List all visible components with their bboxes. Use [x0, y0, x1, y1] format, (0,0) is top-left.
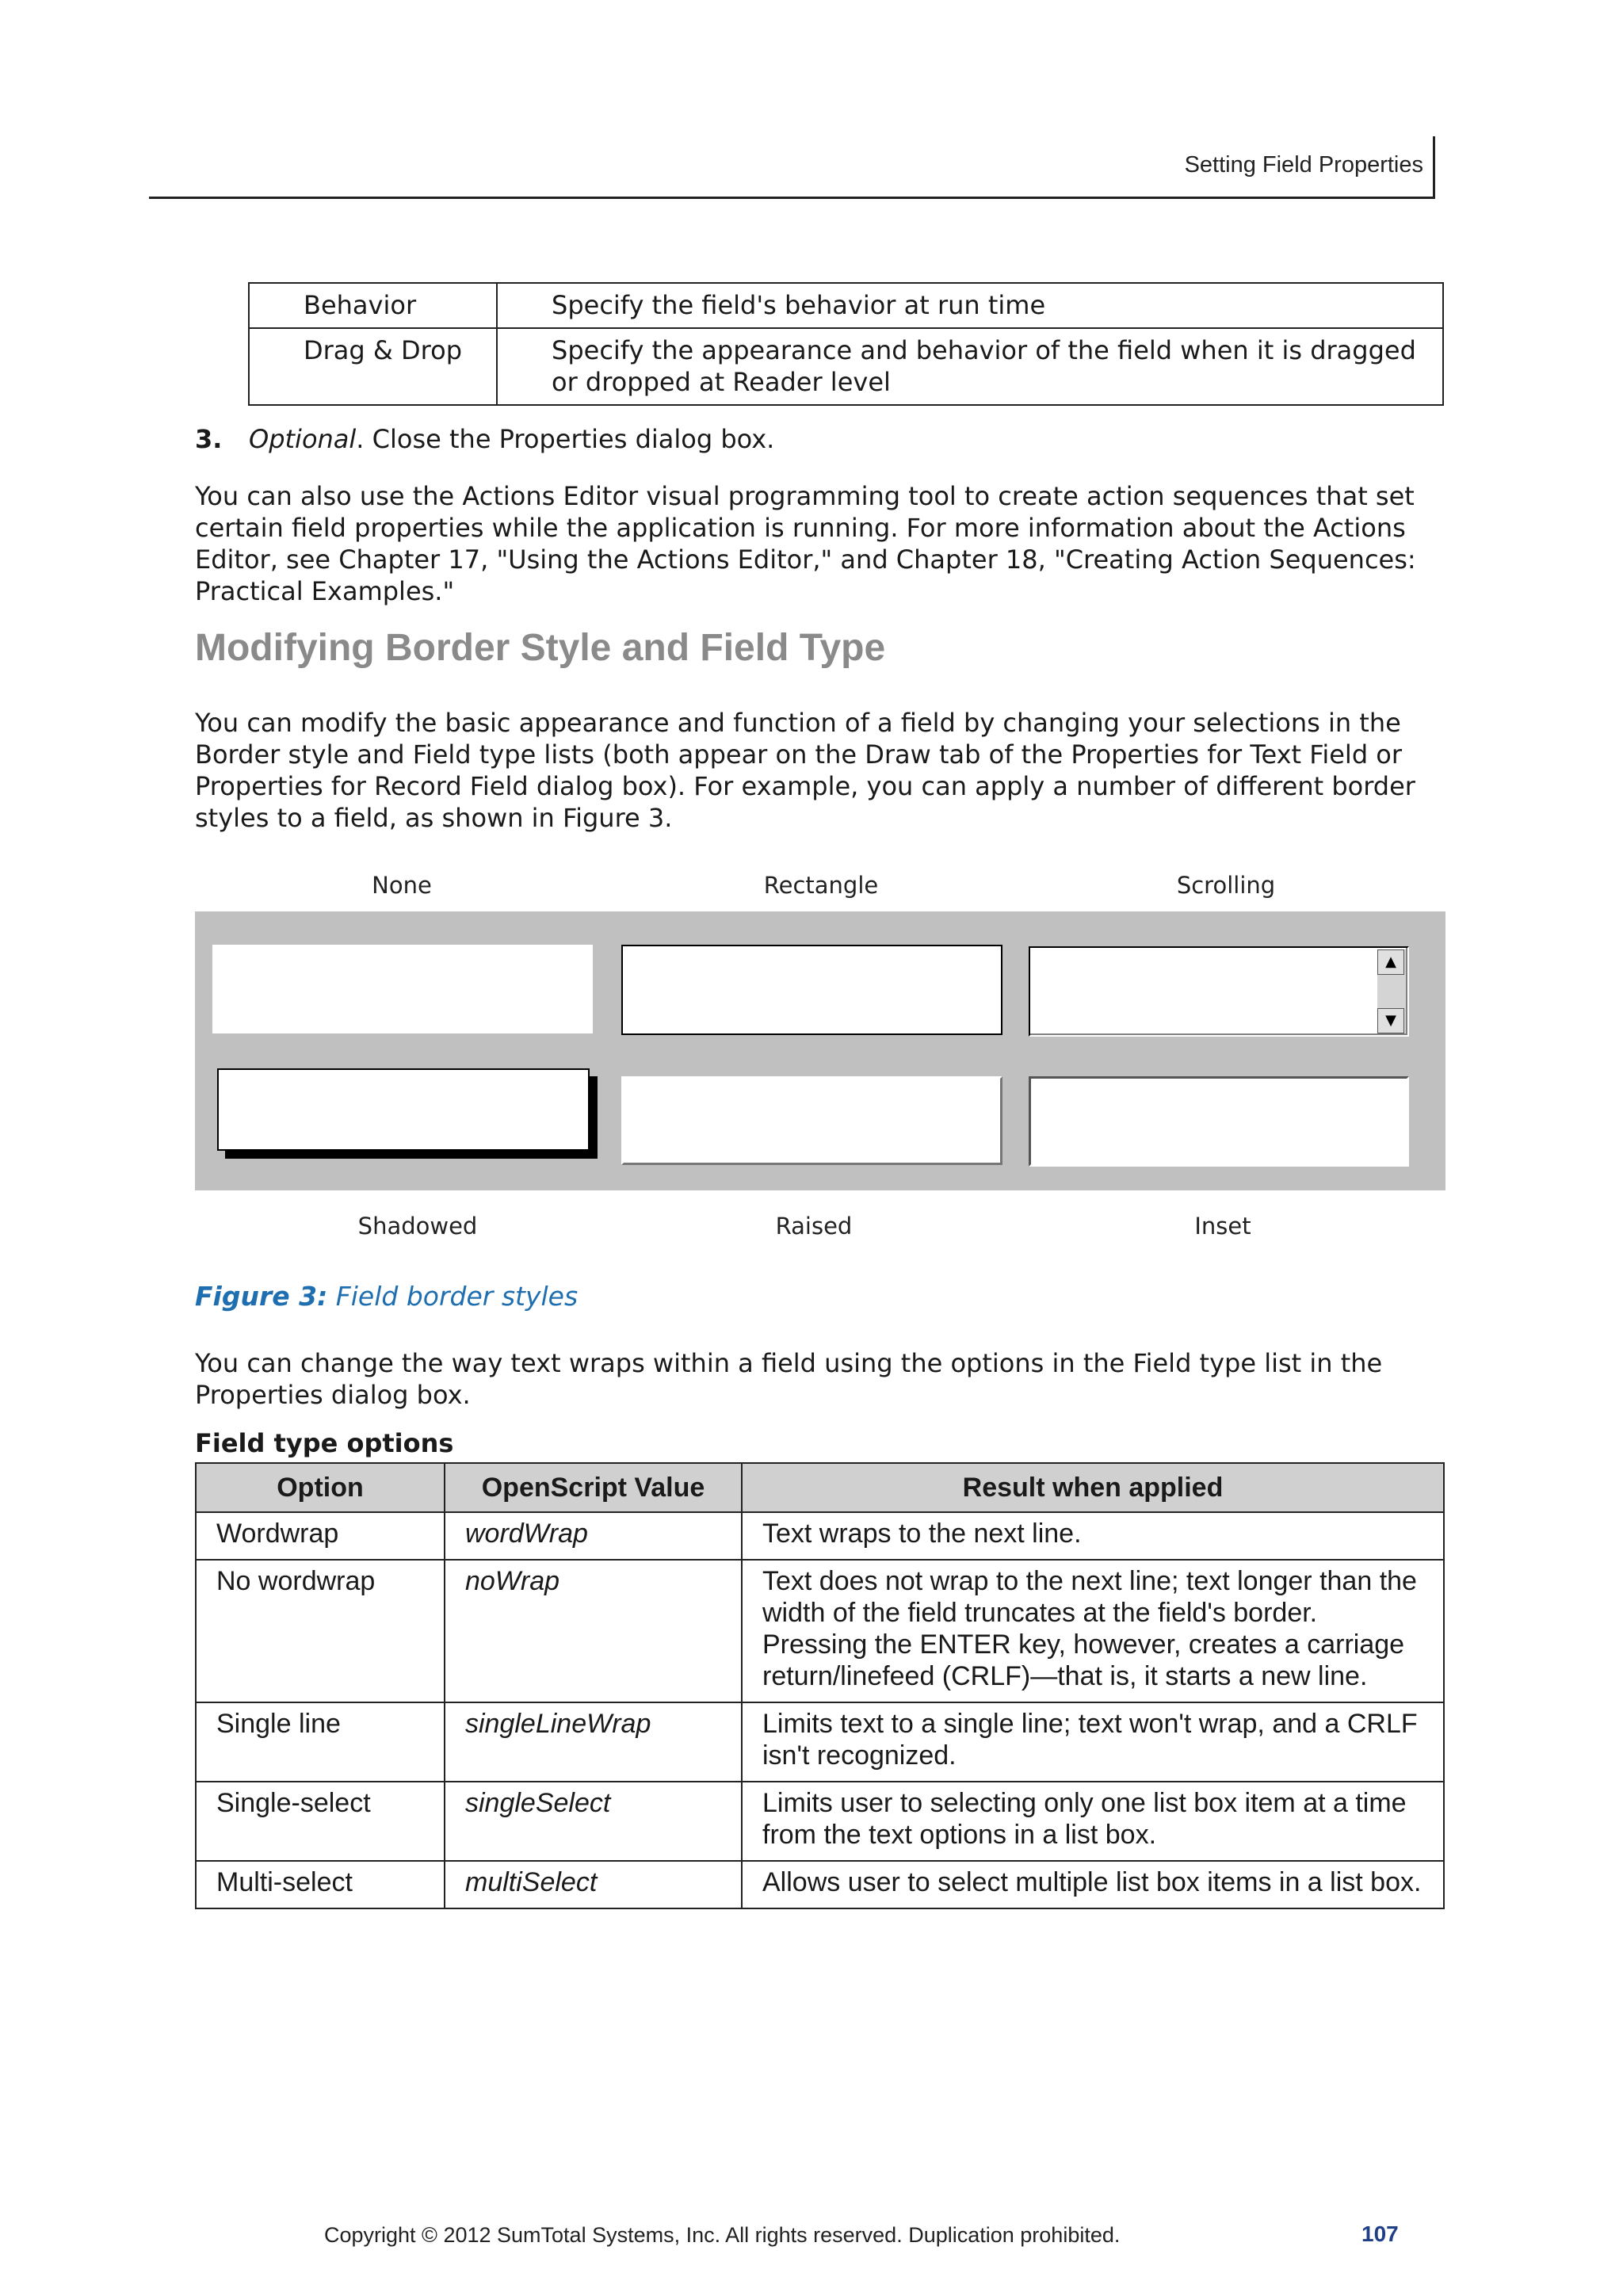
step-3	[195, 423, 775, 455]
figure-label-scrolling: Scrolling	[1176, 872, 1276, 899]
option-cell: Single-select	[196, 1782, 445, 1861]
caption-text: Field border styles	[327, 1281, 579, 1312]
tab-desc-cell: Specify the appearance and behavior of the field when it is dragged or dropped at Reader level	[497, 328, 1443, 405]
figure-label-rectangle: Rectangle	[763, 872, 879, 899]
table-row	[196, 1512, 1444, 1560]
header-rule	[149, 197, 1435, 199]
figure-label-raised: Raised	[775, 1213, 853, 1240]
value-cell: singleSelect	[445, 1782, 742, 1861]
header-openscript-value: OpenScript Value	[445, 1463, 742, 1512]
option-cell: Multi-select	[196, 1861, 445, 1908]
field-rectangle	[621, 945, 1002, 1035]
field-scrolling	[1029, 946, 1409, 1037]
table-title: Field type options	[195, 1428, 454, 1458]
figure-border-styles-panel	[195, 911, 1445, 1190]
field-raised	[621, 1076, 1002, 1165]
value-cell: noWrap	[445, 1560, 742, 1702]
figure-label-none: None	[372, 872, 432, 899]
result-cell: Text does not wrap to the next line; text longer than the width of the field truncates at the field's border. Pressing the ENTER key, however, creates a carriage return/linefeed (CRLF)—that is, it starts a new line.	[742, 1560, 1444, 1702]
header-result: Result when applied	[742, 1463, 1444, 1512]
footer-copyright: Copyright © 2012 SumTotal Systems, Inc. All rights reserved. Duplication prohibited.	[324, 2223, 1121, 2247]
header-vertical-rule	[1433, 136, 1435, 199]
result-cell: Allows user to select multiple list box items in a list box.	[742, 1861, 1444, 1908]
paragraph-text-wrap: You can change the way text wraps within a field using the options in the Field type list in the Properties dialog box.	[195, 1348, 1383, 1410]
tab-name-cell: Drag & Drop	[249, 328, 497, 405]
field-shadowed	[217, 1068, 590, 1151]
table-row	[249, 283, 1443, 328]
running-header: Setting Field Properties	[1184, 152, 1423, 178]
result-cell: Text wraps to the next line.	[742, 1512, 1444, 1560]
value-cell: wordWrap	[445, 1512, 742, 1560]
figure-caption	[195, 1281, 578, 1312]
result-cell: Limits text to a single line; text won't wrap, and a CRLF isn't recognized.	[742, 1702, 1444, 1782]
field-inset	[1029, 1076, 1409, 1167]
header-option: Option	[196, 1463, 445, 1512]
table-row	[196, 1782, 1444, 1861]
table-row	[196, 1560, 1444, 1702]
figure-label-shadowed: Shadowed	[357, 1213, 478, 1240]
field-none	[212, 945, 593, 1033]
option-cell: Single line	[196, 1702, 445, 1782]
properties-tab-table	[248, 282, 1444, 406]
table-row	[196, 1702, 1444, 1782]
tab-name-cell: Behavior	[249, 283, 497, 328]
step-number: 3.	[195, 424, 223, 454]
page-number: 107	[1361, 2222, 1399, 2246]
option-cell: Wordwrap	[196, 1512, 445, 1560]
paragraph-actions-editor: You can also use the Actions Editor visual programming tool to create action sequences that set certain field properties while the application is running. For more information about the Actions Editor, see Chapter 17, "Using the Actions Editor," and Chapter 18, "Creating Action Sequences: Practical Examples."	[195, 481, 1416, 606]
tab-desc-cell: Specify the field's behavior at run time	[497, 283, 1443, 328]
value-cell: multiSelect	[445, 1861, 742, 1908]
caption-label: Figure 3:	[195, 1281, 328, 1312]
value-cell: singleLineWrap	[445, 1702, 742, 1782]
table-row	[249, 328, 1443, 405]
scroll-down-arrow-icon[interactable]: ▼	[1377, 1008, 1404, 1033]
paragraph-border-style: You can modify the basic appearance and function of a field by changing your selections in the Border style and Field type lists (both appear on the Draw tab of the Properties for Text Field or Properties for Record Field dialog box). For example, you can apply a number of different border styles to a field, as shown in Figure 3.	[195, 708, 1415, 833]
option-cell: No wordwrap	[196, 1560, 445, 1702]
scroll-up-arrow-icon[interactable]: ▲	[1377, 949, 1404, 975]
scrollbar[interactable]	[1377, 949, 1406, 1033]
step-emphasis: Optional	[249, 424, 357, 454]
step-text: . Close the Properties dialog box.	[356, 424, 775, 454]
figure-label-inset: Inset	[1194, 1213, 1251, 1240]
section-title: Modifying Border Style and Field Type	[195, 627, 886, 669]
result-cell: Limits user to selecting only one list box item at a time from the text options in a list box.	[742, 1782, 1444, 1861]
table-row	[196, 1861, 1444, 1908]
table-header-row	[196, 1463, 1444, 1512]
field-type-table	[195, 1462, 1445, 1909]
